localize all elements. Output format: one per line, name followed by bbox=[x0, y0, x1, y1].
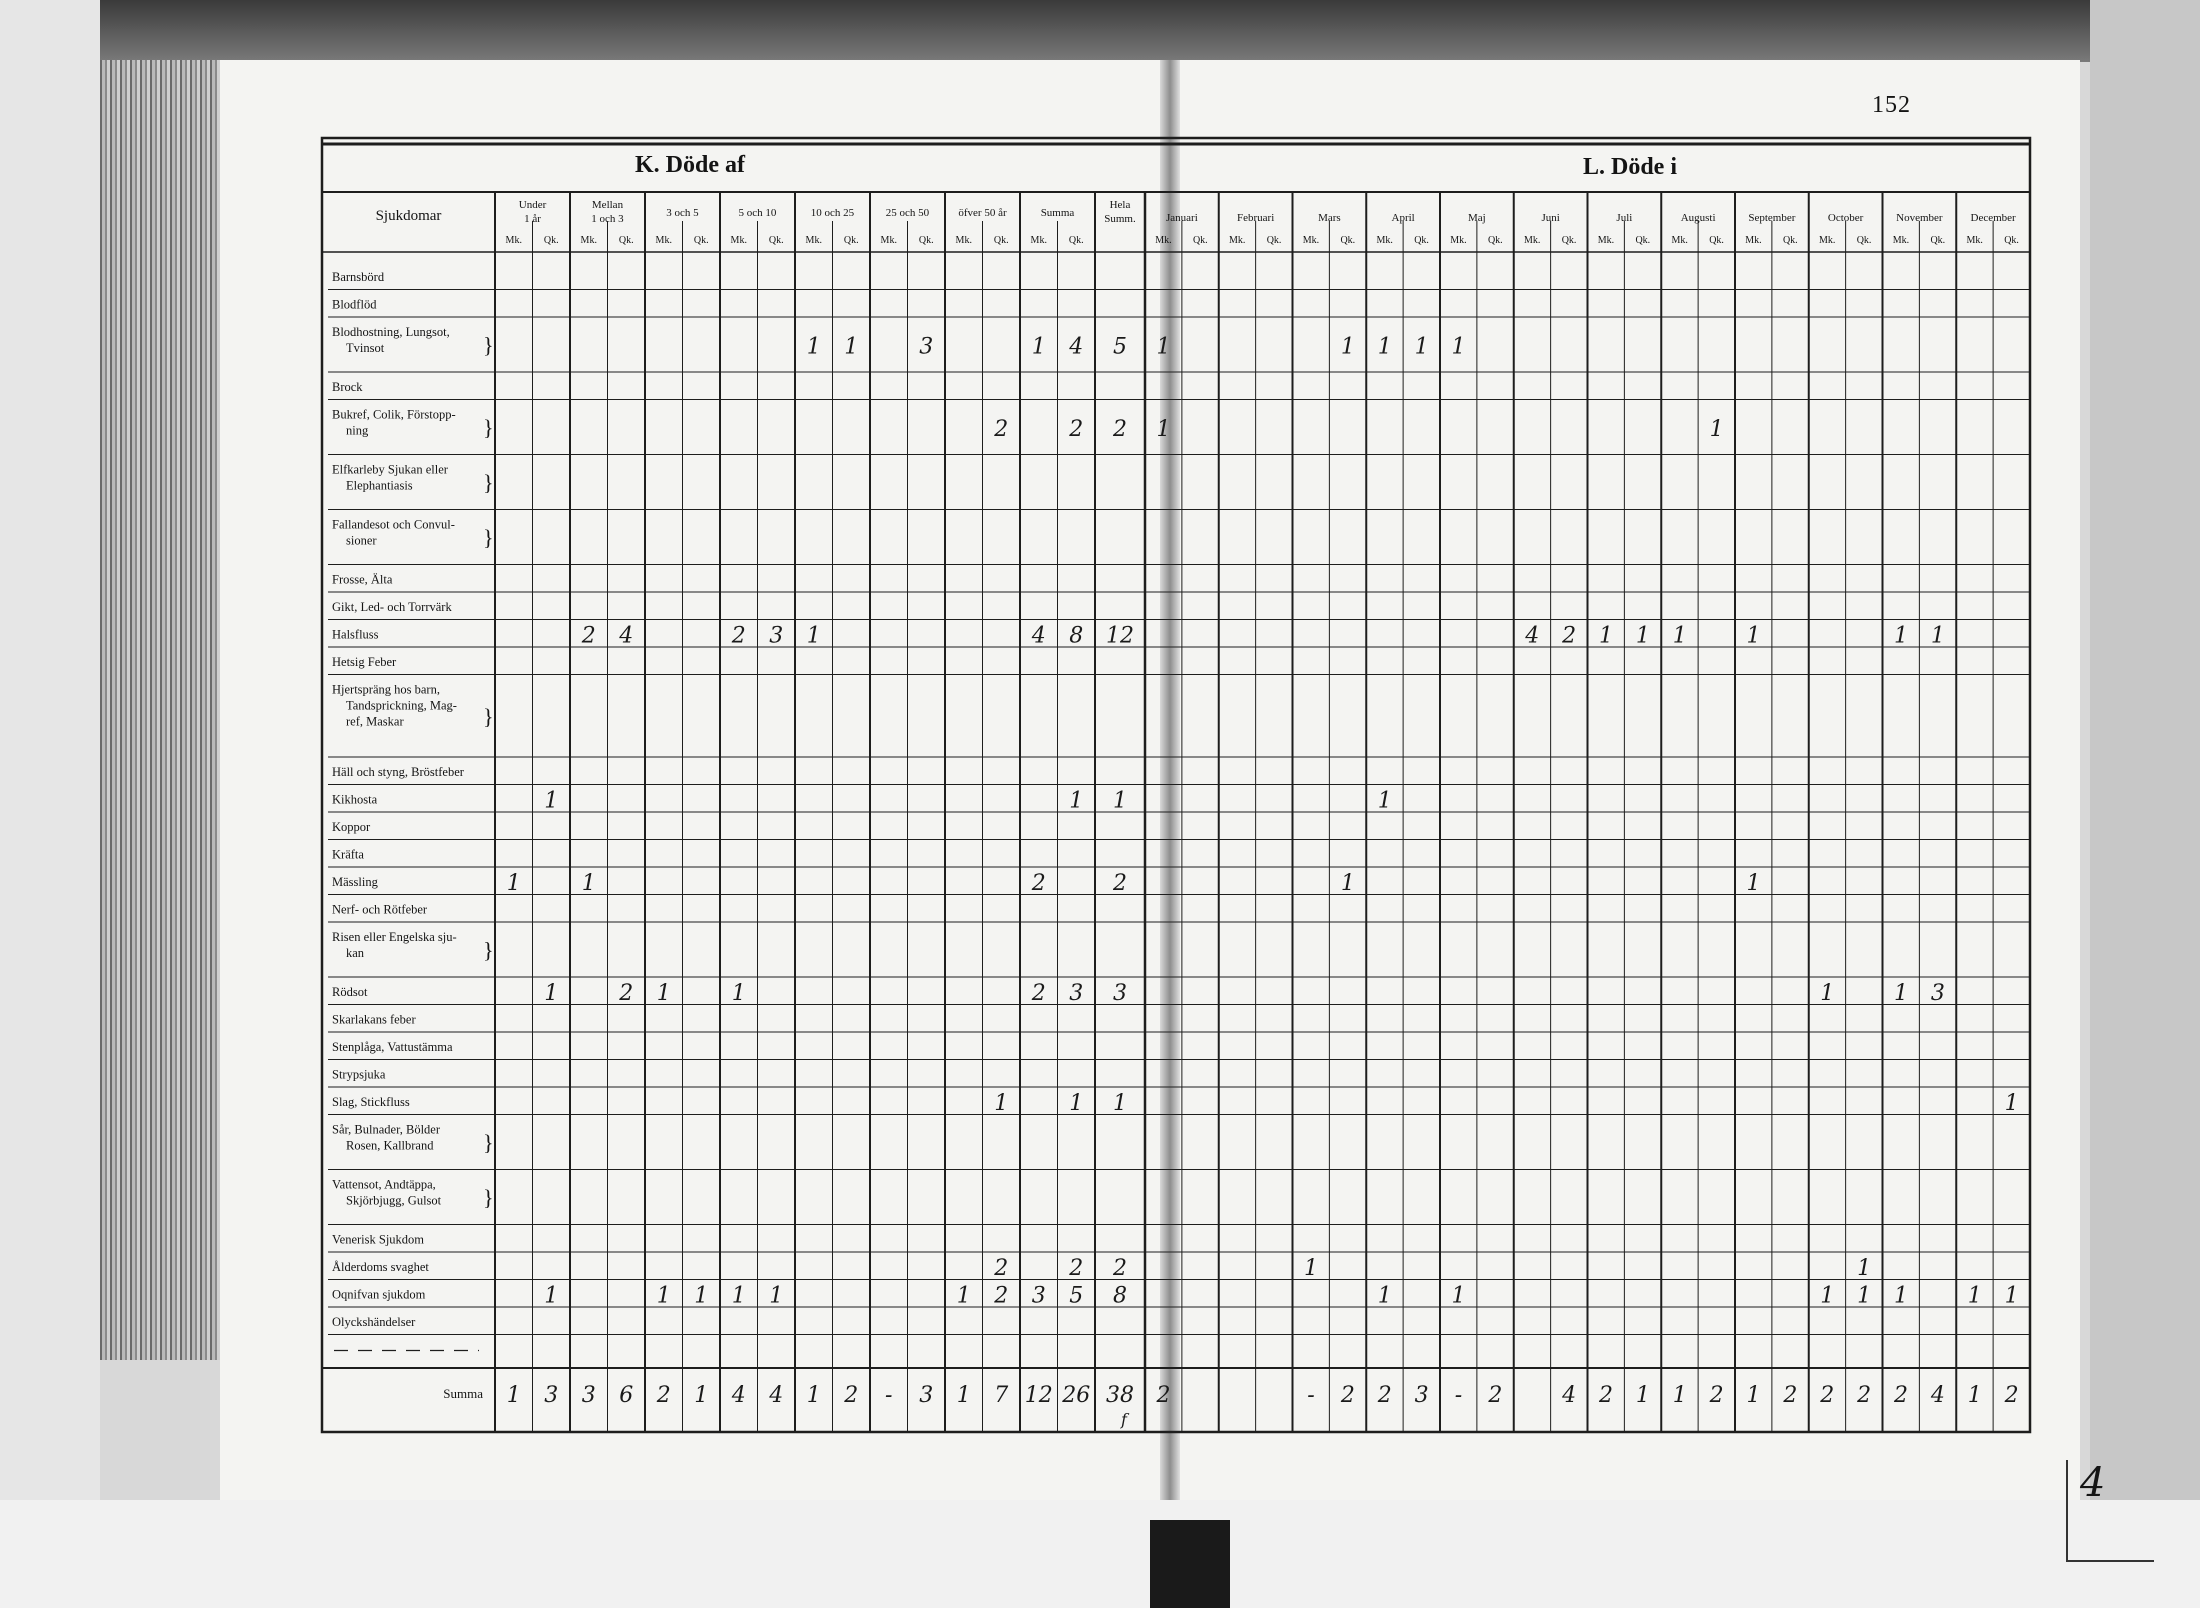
handwritten-entry: 1 bbox=[1156, 334, 1171, 360]
sex-label: Qk. bbox=[618, 235, 634, 246]
sex-label: Mk. bbox=[1745, 235, 1762, 246]
summa-value: - bbox=[1454, 1383, 1463, 1408]
hela-summan-note: f bbox=[1121, 1410, 1127, 1429]
summa-value: 2 bbox=[1709, 1383, 1724, 1408]
sex-label: Qk. bbox=[1635, 235, 1651, 246]
summa-value: 2 bbox=[2004, 1383, 2019, 1408]
disease-name: Mässling bbox=[332, 875, 378, 889]
disease-name: Rödsot bbox=[332, 985, 368, 999]
handwritten-entry: 3 bbox=[919, 334, 934, 360]
disease-name: Hjertspräng hos barn, bbox=[332, 682, 440, 697]
disease-name: Rosen, Kallbrand bbox=[346, 1138, 434, 1153]
handwritten-entry: 1 bbox=[1113, 1090, 1127, 1116]
table-frame bbox=[322, 138, 2030, 1432]
handwritten-entry: 1 bbox=[731, 980, 746, 1006]
handwritten-entry: 2 bbox=[1031, 870, 1046, 896]
month-label: Juni bbox=[1541, 212, 1560, 224]
summa-value: 6 bbox=[619, 1383, 634, 1408]
summa-value: 2 bbox=[1488, 1383, 1503, 1408]
age-group-label: 10 och 25 bbox=[810, 207, 855, 219]
sex-label: Mk. bbox=[880, 235, 897, 246]
handwritten-entry: 1 bbox=[1451, 334, 1466, 360]
handwritten-entry: 1 bbox=[506, 870, 521, 896]
summa-value: 1 bbox=[1746, 1383, 1761, 1408]
sex-label: Mk. bbox=[1450, 235, 1467, 246]
handwritten-entry: 1 bbox=[1857, 1283, 1872, 1309]
handwritten-entry: 1 bbox=[1156, 417, 1171, 442]
handwritten-entry: 1 bbox=[1893, 980, 1908, 1006]
handwritten-entry: 1 bbox=[1893, 623, 1908, 649]
disease-name: Sår, Bulnader, Bölder bbox=[332, 1122, 441, 1137]
handwritten-entry: 3 bbox=[769, 623, 784, 649]
page-number: 152 bbox=[1872, 92, 1911, 118]
brace-icon: } bbox=[483, 937, 494, 963]
sex-label: Qk. bbox=[1930, 235, 1946, 246]
handwritten-entry: 1 bbox=[2004, 1283, 2019, 1309]
age-group-label: 3 och 5 bbox=[666, 207, 699, 219]
sex-label: Qk. bbox=[1414, 235, 1429, 246]
brace-icon: } bbox=[483, 1130, 494, 1155]
sex-label: Mk. bbox=[805, 235, 822, 246]
sex-label: Mk. bbox=[655, 235, 672, 246]
disease-name: Ålderdoms svaghet bbox=[332, 1260, 429, 1274]
age-group-label: 25 och 50 bbox=[885, 207, 930, 219]
handwritten-entry: 1 bbox=[1451, 1283, 1466, 1309]
sex-label: Qk. bbox=[1709, 235, 1724, 246]
disease-name: Elephantiasis bbox=[346, 478, 413, 493]
sex-label: Mk. bbox=[1228, 235, 1246, 246]
summa-value: 2 bbox=[1340, 1383, 1355, 1408]
handwritten-entry: 1 bbox=[581, 870, 596, 896]
handwritten-entry: 1 bbox=[731, 1283, 746, 1309]
handwritten-entry: 1 bbox=[1340, 870, 1355, 896]
sex-label: Qk. bbox=[768, 235, 784, 246]
hela-summan-label-line2: Summ. bbox=[1104, 213, 1136, 225]
summa-value: 2 bbox=[1893, 1383, 1908, 1408]
sex-label: Qk. bbox=[2004, 235, 2019, 246]
age-group-label: 5 och 10 bbox=[738, 207, 777, 219]
handwritten-entry: 1 bbox=[2004, 1090, 2019, 1116]
summa-value: 3 bbox=[1414, 1383, 1429, 1408]
handwritten-entry: 1 bbox=[1069, 1090, 1084, 1116]
handwritten-entry: 1 bbox=[1857, 1255, 1872, 1281]
summa-value: 38 bbox=[1106, 1383, 1134, 1408]
disease-name: ning bbox=[346, 423, 369, 438]
sex-label: Mk. bbox=[1030, 235, 1047, 246]
summa-value: 1 bbox=[806, 1383, 821, 1408]
sex-label: Mk. bbox=[1597, 235, 1615, 246]
summa-value: - bbox=[885, 1383, 893, 1408]
summa-value: 2 bbox=[656, 1383, 671, 1408]
summa-label: Summa bbox=[443, 1386, 483, 1401]
handwritten-entry: 1 bbox=[1746, 623, 1761, 649]
disease-name: Skarlakans feber bbox=[332, 1012, 416, 1027]
disease-name: Olyckshändelser bbox=[332, 1315, 416, 1329]
handwritten-entry: 1 bbox=[1672, 623, 1687, 649]
summa-value: 1 bbox=[1635, 1383, 1650, 1408]
sex-label: Mk. bbox=[1523, 235, 1541, 246]
month-label: December bbox=[1970, 212, 2016, 224]
summa-value: 1 bbox=[694, 1383, 709, 1408]
handwritten-entry: 1 bbox=[544, 1283, 559, 1309]
handwritten-entry: 3 bbox=[1031, 1283, 1046, 1309]
sex-label: Mk. bbox=[1302, 235, 1320, 246]
brace-icon: } bbox=[483, 332, 494, 358]
disease-name: Koppor bbox=[332, 820, 371, 834]
disease-name: Tvinsot bbox=[346, 341, 385, 355]
handwritten-entry: 1 bbox=[806, 334, 821, 360]
handwritten-entry: 4 bbox=[1069, 334, 1084, 360]
disease-name: Kikhosta bbox=[332, 792, 378, 807]
sex-label: Qk. bbox=[1856, 235, 1872, 246]
summa-value: 4 bbox=[1562, 1383, 1577, 1408]
summa-value: 7 bbox=[994, 1383, 1009, 1408]
month-label: September bbox=[1748, 212, 1796, 224]
handwritten-entry: 1 bbox=[1377, 1283, 1392, 1309]
handwritten-entry: 1 bbox=[1967, 1283, 1982, 1309]
handwritten-entry: 3 bbox=[1069, 980, 1084, 1006]
handwritten-entry: 1 bbox=[544, 788, 559, 814]
month-label: Februari bbox=[1236, 212, 1275, 224]
handwritten-entry: 4 bbox=[619, 623, 634, 649]
sex-label: Qk. bbox=[693, 235, 709, 246]
handwritten-entry: 2 bbox=[1113, 1255, 1127, 1281]
handwritten-entry: 2 bbox=[994, 1255, 1009, 1281]
disease-name: Vattensot, Andtäppa, bbox=[332, 1177, 436, 1192]
handwritten-entry: 1 bbox=[1377, 334, 1392, 360]
sex-label: Qk. bbox=[993, 235, 1009, 246]
handwritten-entry: 2 bbox=[1113, 870, 1127, 896]
handwritten-entry: 1 bbox=[1820, 1283, 1835, 1309]
summa-value: 3 bbox=[544, 1383, 559, 1408]
month-label: Maj bbox=[1468, 212, 1486, 224]
brace-icon: } bbox=[483, 703, 494, 729]
handwritten-entry: 1 bbox=[1635, 623, 1650, 649]
summa-value: 1 bbox=[506, 1383, 521, 1408]
handwritten-entry: 1 bbox=[1414, 334, 1429, 360]
handwritten-entry: 2 bbox=[619, 980, 634, 1006]
sex-label: Qk. bbox=[1561, 235, 1577, 246]
month-label: Juli bbox=[1616, 212, 1633, 224]
summa-value: 2 bbox=[1857, 1383, 1872, 1408]
handwritten-entry: 1 bbox=[1709, 417, 1724, 442]
sex-label: Qk. bbox=[843, 235, 859, 246]
handwritten-entry: 1 bbox=[1893, 1283, 1908, 1309]
disease-name: Barnsbörd bbox=[332, 270, 385, 284]
handwritten-entry: 2 bbox=[731, 623, 746, 649]
handwritten-entry: 3 bbox=[1930, 980, 1945, 1006]
disease-name: sioner bbox=[346, 533, 377, 548]
summa-value: 2 bbox=[1377, 1383, 1392, 1408]
handwritten-entry: 2 bbox=[581, 623, 596, 649]
summa-value: 2 bbox=[1820, 1383, 1835, 1408]
handwritten-entry: 2 bbox=[1031, 980, 1046, 1006]
handwritten-entry: 2 bbox=[994, 417, 1009, 442]
summa-value: 12 bbox=[1024, 1383, 1053, 1408]
disease-name: Tandsprickning, Mag- bbox=[346, 698, 457, 713]
sex-label: Mk. bbox=[730, 235, 747, 246]
disease-name: Fallandesot och Convul- bbox=[332, 517, 455, 532]
disease-name: Slag, Stickfluss bbox=[332, 1095, 410, 1109]
summa-value: 4 bbox=[769, 1383, 784, 1408]
brace-icon: } bbox=[483, 415, 494, 440]
handwritten-entry: 1 bbox=[1930, 623, 1945, 649]
handwritten-entry: 5 bbox=[1113, 334, 1127, 360]
sex-label: Qk. bbox=[1487, 235, 1503, 246]
age-group-label-line2: 1 år bbox=[524, 213, 541, 225]
handwritten-entry: 1 bbox=[1303, 1255, 1318, 1281]
disease-name: Risen eller Engelska sju- bbox=[332, 930, 457, 944]
summa-value: 1 bbox=[1672, 1383, 1687, 1408]
disease-name: kan bbox=[346, 946, 365, 960]
handwritten-entry: 1 bbox=[656, 1283, 671, 1309]
disease-name: Hetsig Feber bbox=[332, 655, 397, 669]
handwritten-entry: 1 bbox=[544, 980, 559, 1006]
age-group-label: öfver 50 år bbox=[958, 207, 1007, 219]
sex-label: Qk. bbox=[1782, 235, 1798, 246]
handwritten-entry: 2 bbox=[994, 1283, 1009, 1309]
handwritten-entry: 1 bbox=[694, 1283, 709, 1309]
hela-summan-label: Hela bbox=[1109, 199, 1131, 211]
handwritten-entry: 2 bbox=[1069, 1255, 1084, 1281]
month-label: Mars bbox=[1318, 212, 1341, 224]
disease-name: Frosse, Älta bbox=[332, 572, 393, 587]
handwritten-entry: 2 bbox=[1562, 623, 1577, 649]
summa-value: 26 bbox=[1062, 1383, 1091, 1408]
sex-label: Qk. bbox=[1068, 235, 1084, 246]
disease-name: Elfkarleby Sjukan eller bbox=[332, 462, 448, 477]
disease-name: Venerisk Sjukdom bbox=[332, 1232, 425, 1247]
month-label: Januari bbox=[1165, 212, 1198, 224]
disease-name: Blodhostning, Lungsot, bbox=[332, 325, 450, 339]
handwritten-entry: 1 bbox=[844, 334, 859, 360]
corner-note: 4 bbox=[2080, 1460, 2106, 1506]
disease-column-header: Sjukdomar bbox=[375, 208, 442, 224]
handwritten-entry: 8 bbox=[1113, 1283, 1127, 1309]
handwritten-entry: 5 bbox=[1069, 1283, 1084, 1309]
summa-value: 2 bbox=[1598, 1383, 1613, 1408]
age-group-label-line2: 1 och 3 bbox=[591, 213, 624, 225]
sex-label: Mk. bbox=[955, 235, 972, 246]
age-group-label: Under bbox=[518, 199, 547, 211]
sex-label: Mk. bbox=[1966, 235, 1983, 246]
handwritten-entry: 1 bbox=[1820, 980, 1835, 1006]
sex-label: Mk. bbox=[1155, 235, 1172, 246]
handwritten-entry: 1 bbox=[1746, 870, 1761, 896]
handwritten-entry: 2 bbox=[1069, 417, 1084, 442]
handwritten-entry: 1 bbox=[769, 1283, 784, 1309]
sex-label: Qk. bbox=[543, 235, 559, 246]
sex-label: Mk. bbox=[580, 235, 597, 246]
handwritten-entry: 4 bbox=[1525, 623, 1540, 649]
handwritten-entry: 1 bbox=[994, 1090, 1009, 1116]
age-group-label: Summa bbox=[1040, 207, 1075, 219]
handwritten-entry: 4 bbox=[1031, 623, 1046, 649]
brace-icon: } bbox=[483, 525, 494, 550]
sex-label: Qk. bbox=[1340, 235, 1356, 246]
left-section-title: K. Döde af bbox=[635, 152, 745, 178]
handwritten-entry: 12 bbox=[1106, 623, 1134, 649]
sex-label: Qk. bbox=[1266, 235, 1282, 246]
brace-icon: } bbox=[483, 470, 494, 495]
handwritten-entry: 1 bbox=[1031, 334, 1046, 360]
sex-label: Mk. bbox=[1892, 235, 1910, 246]
disease-name: Halsfluss bbox=[332, 627, 379, 642]
sex-label: Mk. bbox=[1671, 235, 1688, 246]
disease-name: Kräfta bbox=[332, 847, 364, 862]
sex-label: Qk. bbox=[918, 235, 934, 246]
handwritten-entry: 1 bbox=[1340, 334, 1355, 360]
disease-name: Oqnifvan sjukdom bbox=[332, 1287, 426, 1302]
sex-label: Mk. bbox=[1818, 235, 1836, 246]
handwritten-entry: 8 bbox=[1069, 623, 1084, 649]
disease-name: Skjörbjugg, Gulsot bbox=[346, 1193, 442, 1208]
summa-value: 4 bbox=[1930, 1383, 1945, 1408]
summa-value: 3 bbox=[919, 1383, 934, 1408]
summa-value: 2 bbox=[1783, 1383, 1798, 1408]
handwritten-entry: 1 bbox=[656, 980, 671, 1006]
disease-name: Blodflöd bbox=[332, 297, 377, 312]
summa-value: 2 bbox=[1156, 1383, 1171, 1408]
age-group-label: Mellan bbox=[591, 199, 624, 211]
sex-label: Qk. bbox=[1192, 235, 1208, 246]
month-label: Augusti bbox=[1680, 212, 1716, 224]
summa-value: 4 bbox=[731, 1383, 746, 1408]
disease-name: Brock bbox=[332, 380, 363, 394]
handwritten-entry: 1 bbox=[1598, 623, 1613, 649]
handwritten-entry: 1 bbox=[1069, 788, 1084, 814]
summa-value: 2 bbox=[844, 1383, 859, 1408]
handwritten-entry: 3 bbox=[1113, 980, 1127, 1006]
month-label: April bbox=[1391, 212, 1415, 224]
handwritten-entry: 1 bbox=[806, 623, 821, 649]
summa-value: 1 bbox=[956, 1383, 971, 1408]
disease-name: Stenplåga, Vattustämma bbox=[332, 1040, 453, 1054]
summa-value: 1 bbox=[1967, 1383, 1982, 1408]
month-label: October bbox=[1827, 212, 1864, 224]
summa-value: 3 bbox=[581, 1383, 596, 1408]
disease-name: ref, Maskar bbox=[346, 714, 404, 729]
disease-name: Gikt, Led- och Torrvärk bbox=[332, 600, 452, 614]
disease-name: Strypsjuka bbox=[332, 1067, 386, 1082]
month-label: November bbox=[1896, 212, 1943, 224]
handwritten-entry: 1 bbox=[1113, 788, 1127, 814]
handwritten-entry: 2 bbox=[1113, 417, 1127, 442]
summa-value: - bbox=[1307, 1383, 1315, 1408]
sex-label: Mk. bbox=[1376, 235, 1393, 246]
disease-name: Bukref, Colik, Förstopp- bbox=[332, 407, 456, 422]
handwritten-entry: 1 bbox=[1377, 788, 1392, 814]
sex-label: Mk. bbox=[505, 235, 522, 246]
disease-name: Nerf- och Rötfeber bbox=[332, 902, 428, 917]
brace-icon: } bbox=[483, 1185, 494, 1210]
right-section-title: L. Döde i bbox=[1582, 154, 1678, 180]
handwritten-entry: 1 bbox=[956, 1283, 971, 1309]
disease-name: Häll och styng, Bröstfeber bbox=[332, 765, 464, 779]
